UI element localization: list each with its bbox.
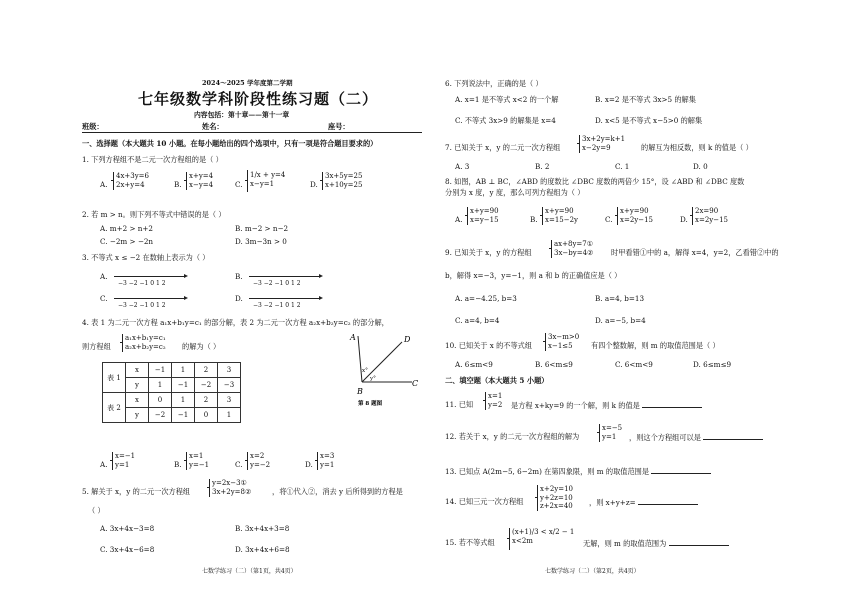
eq-line: 2x=90 — [695, 207, 719, 215]
q10-option-c: C. 6<m<9 — [615, 360, 653, 369]
q5-option-c: C. 3x+4x−6=8 — [100, 545, 155, 554]
q2-option-b: B. m−2 > n−2 — [235, 224, 289, 233]
q9-option-c: C. a=4, b=4 — [455, 316, 500, 325]
table-label: 表 2 — [103, 393, 126, 423]
q8-option-b-letter: B. — [530, 215, 538, 224]
q14-pre: 14. 已知三元一次方程组 — [445, 497, 524, 506]
table-cell: 0 — [195, 408, 218, 423]
eq-line: x=1 — [488, 392, 503, 400]
q4-option-c-letter: C. — [235, 460, 243, 469]
eq-line: a₁x+b₁y=c₁ — [125, 334, 166, 342]
q5-option-b: B. 3x+4x+3=8 — [235, 524, 290, 533]
q8-option-d-letter: D. — [680, 215, 688, 224]
number-line-ticks: −3 −2 −1 0 1 2 — [118, 280, 166, 287]
seat-label: 座号： — [328, 122, 350, 131]
eq-line: x=−5 — [602, 424, 623, 432]
brace — [542, 207, 543, 225]
q12-system — [602, 424, 622, 441]
brace — [186, 172, 187, 190]
eq-line: y=−1 — [189, 460, 210, 469]
brace — [599, 424, 600, 442]
eq-line: x+y=90 — [545, 207, 574, 215]
q9-option-a: A. a=−4.25, b=3 — [455, 294, 517, 303]
q11-pre: 11. 已知 — [445, 400, 474, 409]
eq-line: x=3 — [320, 452, 335, 460]
q1-option-c — [250, 171, 285, 188]
label-b: B — [357, 387, 363, 396]
q10-stem2: 有四个整数解，则 m 的取值范围是（ ） — [591, 341, 720, 350]
eq-line: y=2x−3① — [212, 479, 247, 487]
brace — [579, 135, 580, 153]
table-cell: −1 — [172, 378, 195, 393]
q6-option-c: C. 不等式 3x>9 的解集是 x=4 — [455, 116, 556, 125]
left-column — [82, 0, 422, 608]
q5-option-a: A. 3x+4x−3=8 — [100, 524, 155, 533]
ray-bd — [362, 342, 402, 382]
eq-line: 3x+2y=k+1 — [582, 135, 626, 143]
q14-post — [589, 497, 698, 507]
eq-line: x−2y=9 — [582, 143, 611, 152]
school-year: 2024～2025 学年度第二学期 — [202, 79, 293, 87]
q4-option-a — [115, 452, 135, 469]
q15-post-text: 无解，则 m 的取值范围为 — [583, 539, 667, 548]
q9-stem: 9. 已知关于 x，y 的方程组 — [445, 248, 532, 257]
q2-stem: 2. 若 m > n。则下列不等式中错误的是（ ） — [82, 210, 226, 219]
table-cell: 2 — [195, 363, 218, 378]
number-line — [249, 276, 321, 277]
brace — [485, 392, 486, 410]
q1-stem: 1. 下列方程组不是二元一次方程组的是（ ） — [82, 155, 223, 164]
eq-line: x+y=90 — [620, 207, 649, 215]
brace — [209, 479, 210, 497]
q6-option-a: A. x=1 是不等式 x<2 的一个解 — [455, 95, 559, 104]
q1-option-a — [116, 172, 149, 189]
q3-option-c-letter: C. — [100, 294, 108, 303]
q6-option-b: B. x=2 是不等式 3x>5 的解集 — [595, 95, 696, 104]
q15-system — [512, 528, 574, 545]
table-cell: x — [126, 363, 149, 378]
label-c: C — [412, 379, 419, 388]
q7-option-a: A. 3 — [455, 162, 470, 171]
q10-option-a: A. 6≤m<9 — [455, 360, 493, 369]
table-cell: −1 — [172, 408, 195, 423]
q12-post — [629, 432, 763, 442]
eq-line: x−y=1 — [250, 179, 275, 188]
q5-stem2: ，将①代入②，消去 y 后所得到的方程是 — [272, 487, 403, 496]
eq-line: x<2m — [512, 536, 533, 545]
q1-option-d — [325, 172, 362, 189]
q7-system — [582, 135, 625, 152]
brace — [509, 528, 510, 550]
q2-option-d: D. 3m−3n > 0 — [235, 237, 287, 246]
eq-line: 4x+3y=6 — [116, 172, 149, 180]
brace — [322, 172, 323, 190]
label-a: A — [350, 333, 356, 342]
table-cell: −2 — [149, 408, 172, 423]
number-line-ticks: −3 −2 −1 0 1 2 — [118, 302, 166, 309]
eq-line: y=1 — [320, 460, 335, 469]
content-scope: 内容包括：第十章——第十一章 — [194, 111, 290, 119]
answer-blank[interactable] — [638, 497, 698, 505]
eq-line: x=−1 — [115, 452, 136, 460]
eq-line: (x+1)/3 < x/2 − 1 — [512, 528, 575, 536]
q4-table — [102, 362, 241, 423]
q10-option-b: B. 6<m≤9 — [535, 360, 573, 369]
brace — [692, 207, 693, 225]
q10-stem: 10. 已知关于 x 的不等式组 — [445, 341, 533, 350]
q8-stem2: 分别为 x 度，y 度，那么可列方程组为（ ） — [445, 188, 585, 197]
q7-option-b: B. 2 — [535, 162, 550, 171]
table-cell: y — [126, 378, 149, 393]
q7-stem: 7. 已知关于 x，y 的二元一次方程组 — [445, 143, 561, 152]
brace — [551, 240, 552, 258]
eq-line: y=−2 — [250, 460, 271, 469]
q3-option-b-letter: B. — [235, 272, 243, 281]
q7-option-d: D. 0 — [693, 162, 708, 171]
ray-ba — [358, 336, 362, 382]
q5-system — [212, 479, 251, 496]
q9-stem3: b，解得 x=−3，y=−1，则 a 和 b 的正确值应是（ ） — [445, 271, 622, 280]
number-line — [249, 298, 321, 299]
table-cell: 0 — [149, 393, 172, 408]
q8-stem: 8. 如图，AB ⊥ BC，∠ABD 的度数比 ∠DBC 度数的两倍少 15°，设 ∠ABD 和 ∠DBC 度数 — [445, 177, 745, 186]
q1-option-b-letter: B. — [174, 180, 182, 189]
eq-line: 3x−m>0 — [548, 333, 580, 341]
q1-option-b — [189, 172, 213, 189]
page-title: 七年级数学科阶段性练习题（二） — [138, 90, 379, 108]
eq-line: x=2y−15 — [695, 215, 728, 224]
eq-line: x−y=4 — [189, 180, 214, 189]
eq-line: x=2 — [250, 452, 265, 460]
answer-blank[interactable] — [669, 538, 729, 546]
q9-stem2: 时甲看错①中的 a，解得 x=4，y=2，乙看错②中的 — [611, 248, 779, 257]
brace — [247, 170, 248, 192]
table-cell: y — [126, 408, 149, 423]
table-cell: −2 — [195, 378, 218, 393]
q11-post — [511, 400, 702, 410]
q12-post-text: ，则这个方程组可以是 — [629, 433, 701, 442]
q14-system — [540, 485, 573, 511]
q4-option-b-letter: B. — [174, 460, 182, 469]
q4-option-b — [189, 452, 209, 469]
q3-stem: 3. 不等式 x ≤ −2 在数轴上表示为（ ） — [82, 253, 210, 262]
q13 — [445, 466, 711, 476]
q12-pre: 12. 若关于 x，y 的二元一次方程组的解为 — [445, 432, 580, 441]
q8-option-c — [620, 207, 653, 224]
eq-line: 2x+y=4 — [116, 180, 145, 189]
name-label: 姓名： — [202, 122, 224, 131]
q8-option-d — [695, 207, 728, 224]
q5-stem: 5. 解关于 x，y 的二元一次方程组 — [82, 487, 191, 496]
q4-system — [125, 334, 166, 351]
eq-line: 1/x + y=4 — [250, 171, 286, 179]
number-line-ticks: −3 −2 −1 0 1 2 — [253, 302, 301, 309]
q9-system — [554, 240, 593, 257]
brace — [467, 207, 468, 225]
eq-line: x+10y=25 — [325, 180, 363, 189]
q5-paren: （ ） — [88, 506, 105, 515]
table-cell: −3 — [218, 378, 241, 393]
brace — [186, 452, 187, 470]
number-line — [114, 298, 186, 299]
eq-line: 3x+5y=25 — [325, 172, 363, 180]
eq-line: x+2y=10 — [540, 485, 573, 493]
q7-stem2: 的解互为相反数，则 k 的值是（ ） — [641, 143, 753, 152]
table-cell: 2 — [195, 393, 218, 408]
q4-option-d — [320, 452, 334, 469]
brace — [113, 172, 114, 190]
table-cell: 1 — [218, 408, 241, 423]
q1-option-d-letter: D. — [310, 180, 318, 189]
brace — [317, 452, 318, 470]
q15-post — [583, 538, 729, 548]
eq-line: x=2y−15 — [620, 215, 653, 224]
eq-line: x=1 — [189, 452, 204, 460]
brace — [112, 452, 113, 470]
figure-8-diagram — [340, 332, 420, 408]
q4-option-a-letter: A. — [100, 460, 108, 469]
q8-option-c-letter: C. — [605, 215, 613, 224]
q4-stem3: 的解为（ ） — [182, 342, 221, 351]
q1-option-c-letter: C. — [235, 180, 243, 189]
q4-option-c — [250, 452, 270, 469]
eq-line: x=15−2y — [545, 215, 578, 224]
q4-option-d-letter: D. — [305, 460, 313, 469]
eq-line: x+y=90 — [470, 207, 499, 215]
brace — [545, 333, 546, 351]
header-divider — [82, 132, 422, 133]
figure-caption: 第 8 题图 — [358, 401, 383, 407]
q7-option-c: C. 1 — [615, 162, 630, 171]
table-cell: 3 — [218, 393, 241, 408]
table-cell: 1 — [172, 393, 195, 408]
q2-option-a: A. m+2 > n+2 — [100, 224, 153, 233]
answer-blank[interactable] — [703, 432, 763, 440]
eq-line: y=2 — [488, 400, 503, 409]
answer-blank[interactable] — [642, 400, 702, 408]
table-cell: 1 — [172, 363, 195, 378]
eq-line: 3x+2y=8② — [212, 487, 252, 496]
eq-line: 3x−by=4② — [554, 248, 594, 257]
table-cell: 1 — [149, 378, 172, 393]
q15-pre: 15. 若不等式组 — [445, 538, 495, 547]
class-label: 班级： — [82, 122, 104, 131]
q9-option-d: D. a=−5, b=4 — [595, 316, 646, 325]
q13-text: 13. 已知点 A(2m−5, 6−2m) 在第四象限，则 m 的取值范围是 — [445, 467, 650, 476]
eq-line: y=1 — [602, 432, 617, 441]
q8-option-a-letter: A. — [455, 215, 463, 224]
section1-heading: 一、选择题（本大题共 10 小题。在每小题给出的四个选项中，只有一项是符合题目要求的） — [82, 139, 378, 148]
eq-line: x=y−15 — [470, 215, 499, 224]
right-column — [445, 0, 820, 608]
eq-line: y+2z=10 — [540, 493, 573, 502]
table-row — [103, 363, 241, 378]
eq-line: z+2x=40 — [540, 502, 573, 510]
label-d: D — [404, 335, 411, 344]
table-cell: −1 — [149, 363, 172, 378]
q2-option-c: C. −2m > −2n — [100, 237, 154, 246]
q1-option-a-letter: A. — [100, 180, 108, 189]
label-y: y° — [370, 376, 376, 382]
number-line-ticks: −3 −2 −1 0 1 2 — [253, 280, 301, 287]
eq-line: a₂x+b₂y=c₂ — [125, 342, 166, 351]
table-label: 表 1 — [103, 363, 126, 393]
footer-left: 七数学练习（二）（第1页，共4页） — [202, 568, 297, 575]
q3-option-a-letter: A. — [100, 272, 108, 281]
q10-system — [548, 333, 579, 350]
q8-option-b — [545, 207, 578, 224]
q3-option-d-letter: D. — [235, 294, 243, 303]
q9-option-b: B. a=4, b=13 — [595, 294, 645, 303]
section2-heading: 二、填空题（本大题共 5 小题） — [445, 376, 549, 385]
number-line — [114, 276, 186, 277]
eq-line: x+y=4 — [189, 172, 214, 180]
label-x: x° — [362, 368, 368, 374]
q10-option-d: D. 6≤m≤9 — [693, 360, 732, 369]
brace — [617, 207, 618, 225]
eq-line: x−1≤5 — [548, 341, 573, 350]
table-cell: 3 — [218, 363, 241, 378]
q6-stem: 6. 下列说法中，正确的是（ ） — [445, 79, 543, 88]
brace — [247, 452, 248, 470]
q4-stem: 4. 表 1 为二元一次方程 a₁x+b₁y=c₁ 的部分解，表 2 为二元一次方程 a₂x+b₂y=c₂ 的部分解， — [82, 318, 389, 327]
q11-post-text: 是方程 x+ky=9 的一个解，则 k 的值是 — [511, 401, 640, 410]
brace — [122, 334, 123, 352]
eq-line: y=1 — [115, 460, 130, 469]
q6-option-d: D. x<5 是不等式 x−5>0 的解集 — [595, 116, 703, 125]
q5-option-d: D. 3x+4x+6=8 — [235, 545, 290, 554]
footer-right: 七数学练习（二）（第2页，共4页） — [545, 568, 640, 575]
q14-post-text: ，则 x+y+z= — [589, 498, 636, 507]
answer-blank[interactable] — [651, 466, 711, 474]
brace — [537, 485, 538, 511]
q4-stem2: 则方程组 — [82, 342, 111, 351]
q8-option-a — [470, 207, 499, 224]
table-row — [103, 393, 241, 408]
q11-system — [488, 392, 502, 409]
table-cell: x — [126, 393, 149, 408]
eq-line: ax+8y=7① — [554, 240, 593, 248]
